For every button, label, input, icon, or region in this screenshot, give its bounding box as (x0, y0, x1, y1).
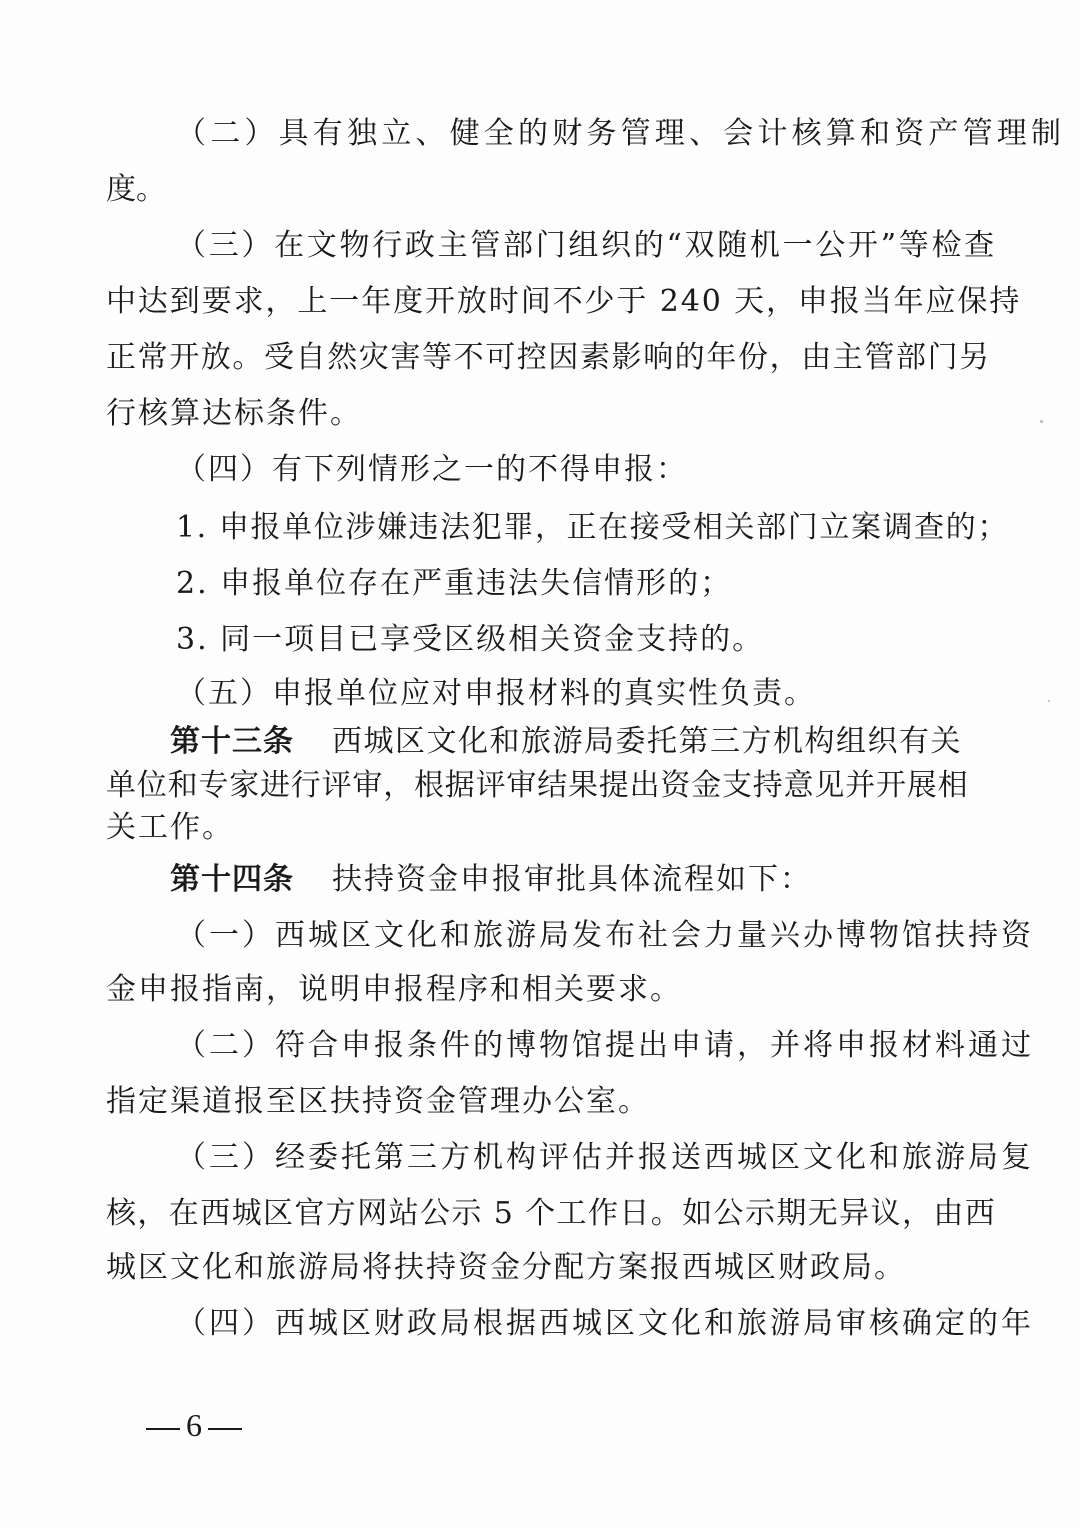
line-text: （四）有下列情形之一的不得申报： (176, 452, 688, 487)
text-line (0, 274, 1080, 330)
line-text: （二）具有独立、健全的财务管理、会计核算和资产管理制 (176, 116, 1066, 151)
line-text: 正常开放。受自然灾害等不可控因素影响的年份，由主管部门另 (106, 340, 991, 375)
scan-speck (1048, 700, 1050, 702)
line-text: 3. 同一项目已享受区级相关资金支持的。 (176, 622, 765, 657)
article-14-title: 第十四条 (170, 862, 294, 897)
text-line (0, 1130, 1080, 1186)
line-text: 西城区文化和旅游局委托第三方机构组织有关 (332, 724, 962, 759)
article-13-title: 第十三条 (170, 724, 294, 759)
line-text: （三）在文物行政主管部门组织的“双随机一公开”等检查 (176, 228, 997, 263)
text-line (0, 1296, 1080, 1352)
dash-left-icon (146, 1428, 180, 1430)
text-line (0, 908, 1080, 964)
line-text: 度。 (106, 172, 166, 207)
text-line (0, 106, 1080, 162)
text-line (0, 1074, 1080, 1130)
line-text: 扶持资金申报审批具体流程如下： (332, 862, 812, 897)
line-text: 单位和专家进行评审，根据评审结果提出资金支持意见并开展相 (106, 768, 969, 803)
line-text: 核，在西城区官方网站公示 5 个工作日。如公示期无异议，由西 (106, 1196, 997, 1231)
page-number-value: 6 (186, 1407, 202, 1443)
list-item (0, 556, 1080, 612)
list-item (0, 500, 1080, 556)
line-text: （四）西城区财政局根据西城区文化和旅游局审核确定的年 (176, 1306, 1034, 1341)
page-number (140, 1400, 260, 1450)
list-item (0, 612, 1080, 668)
line-text: 金申报指南，说明申报程序和相关要求。 (106, 972, 682, 1007)
text-line (0, 386, 1080, 442)
dash-right-icon (208, 1428, 242, 1430)
text-line (0, 162, 1080, 218)
line-text: 关工作。 (106, 810, 234, 845)
line-text: 2. 申报单位存在严重违法失信情形的； (176, 566, 733, 601)
text-line (0, 442, 1080, 498)
text-line (0, 218, 1080, 274)
line-text: 行核算达标条件。 (106, 396, 362, 431)
article-line (0, 852, 1080, 908)
text-line (0, 962, 1080, 1018)
line-text: （三）经委托第三方机构评估并报送西城区文化和旅游局复 (176, 1140, 1034, 1175)
line-text: 指定渠道报至区扶持资金管理办公室。 (106, 1084, 650, 1119)
line-text: （一）西城区文化和旅游局发布社会力量兴办博物馆扶持资 (176, 918, 1034, 953)
text-line (0, 330, 1080, 386)
text-line (0, 1186, 1080, 1242)
text-line (0, 800, 1080, 856)
line-text: 1. 申报单位涉嫌违法犯罪，正在接受相关部门立案调查的； (176, 510, 1009, 545)
scan-speck (1040, 420, 1043, 423)
line-text: 城区文化和旅游局将扶持资金分配方案报西城区财政局。 (106, 1250, 906, 1285)
line-text: （五）申报单位应对申报材料的真实性负责。 (176, 676, 816, 711)
line-text: 中达到要求，上一年度开放时间不少于 240 天，申报当年应保持 (106, 284, 1022, 319)
text-line (0, 1018, 1080, 1074)
line-text: （二）符合申报条件的博物馆提出申请，并将申报材料通过 (176, 1028, 1034, 1063)
text-line (0, 1240, 1080, 1296)
